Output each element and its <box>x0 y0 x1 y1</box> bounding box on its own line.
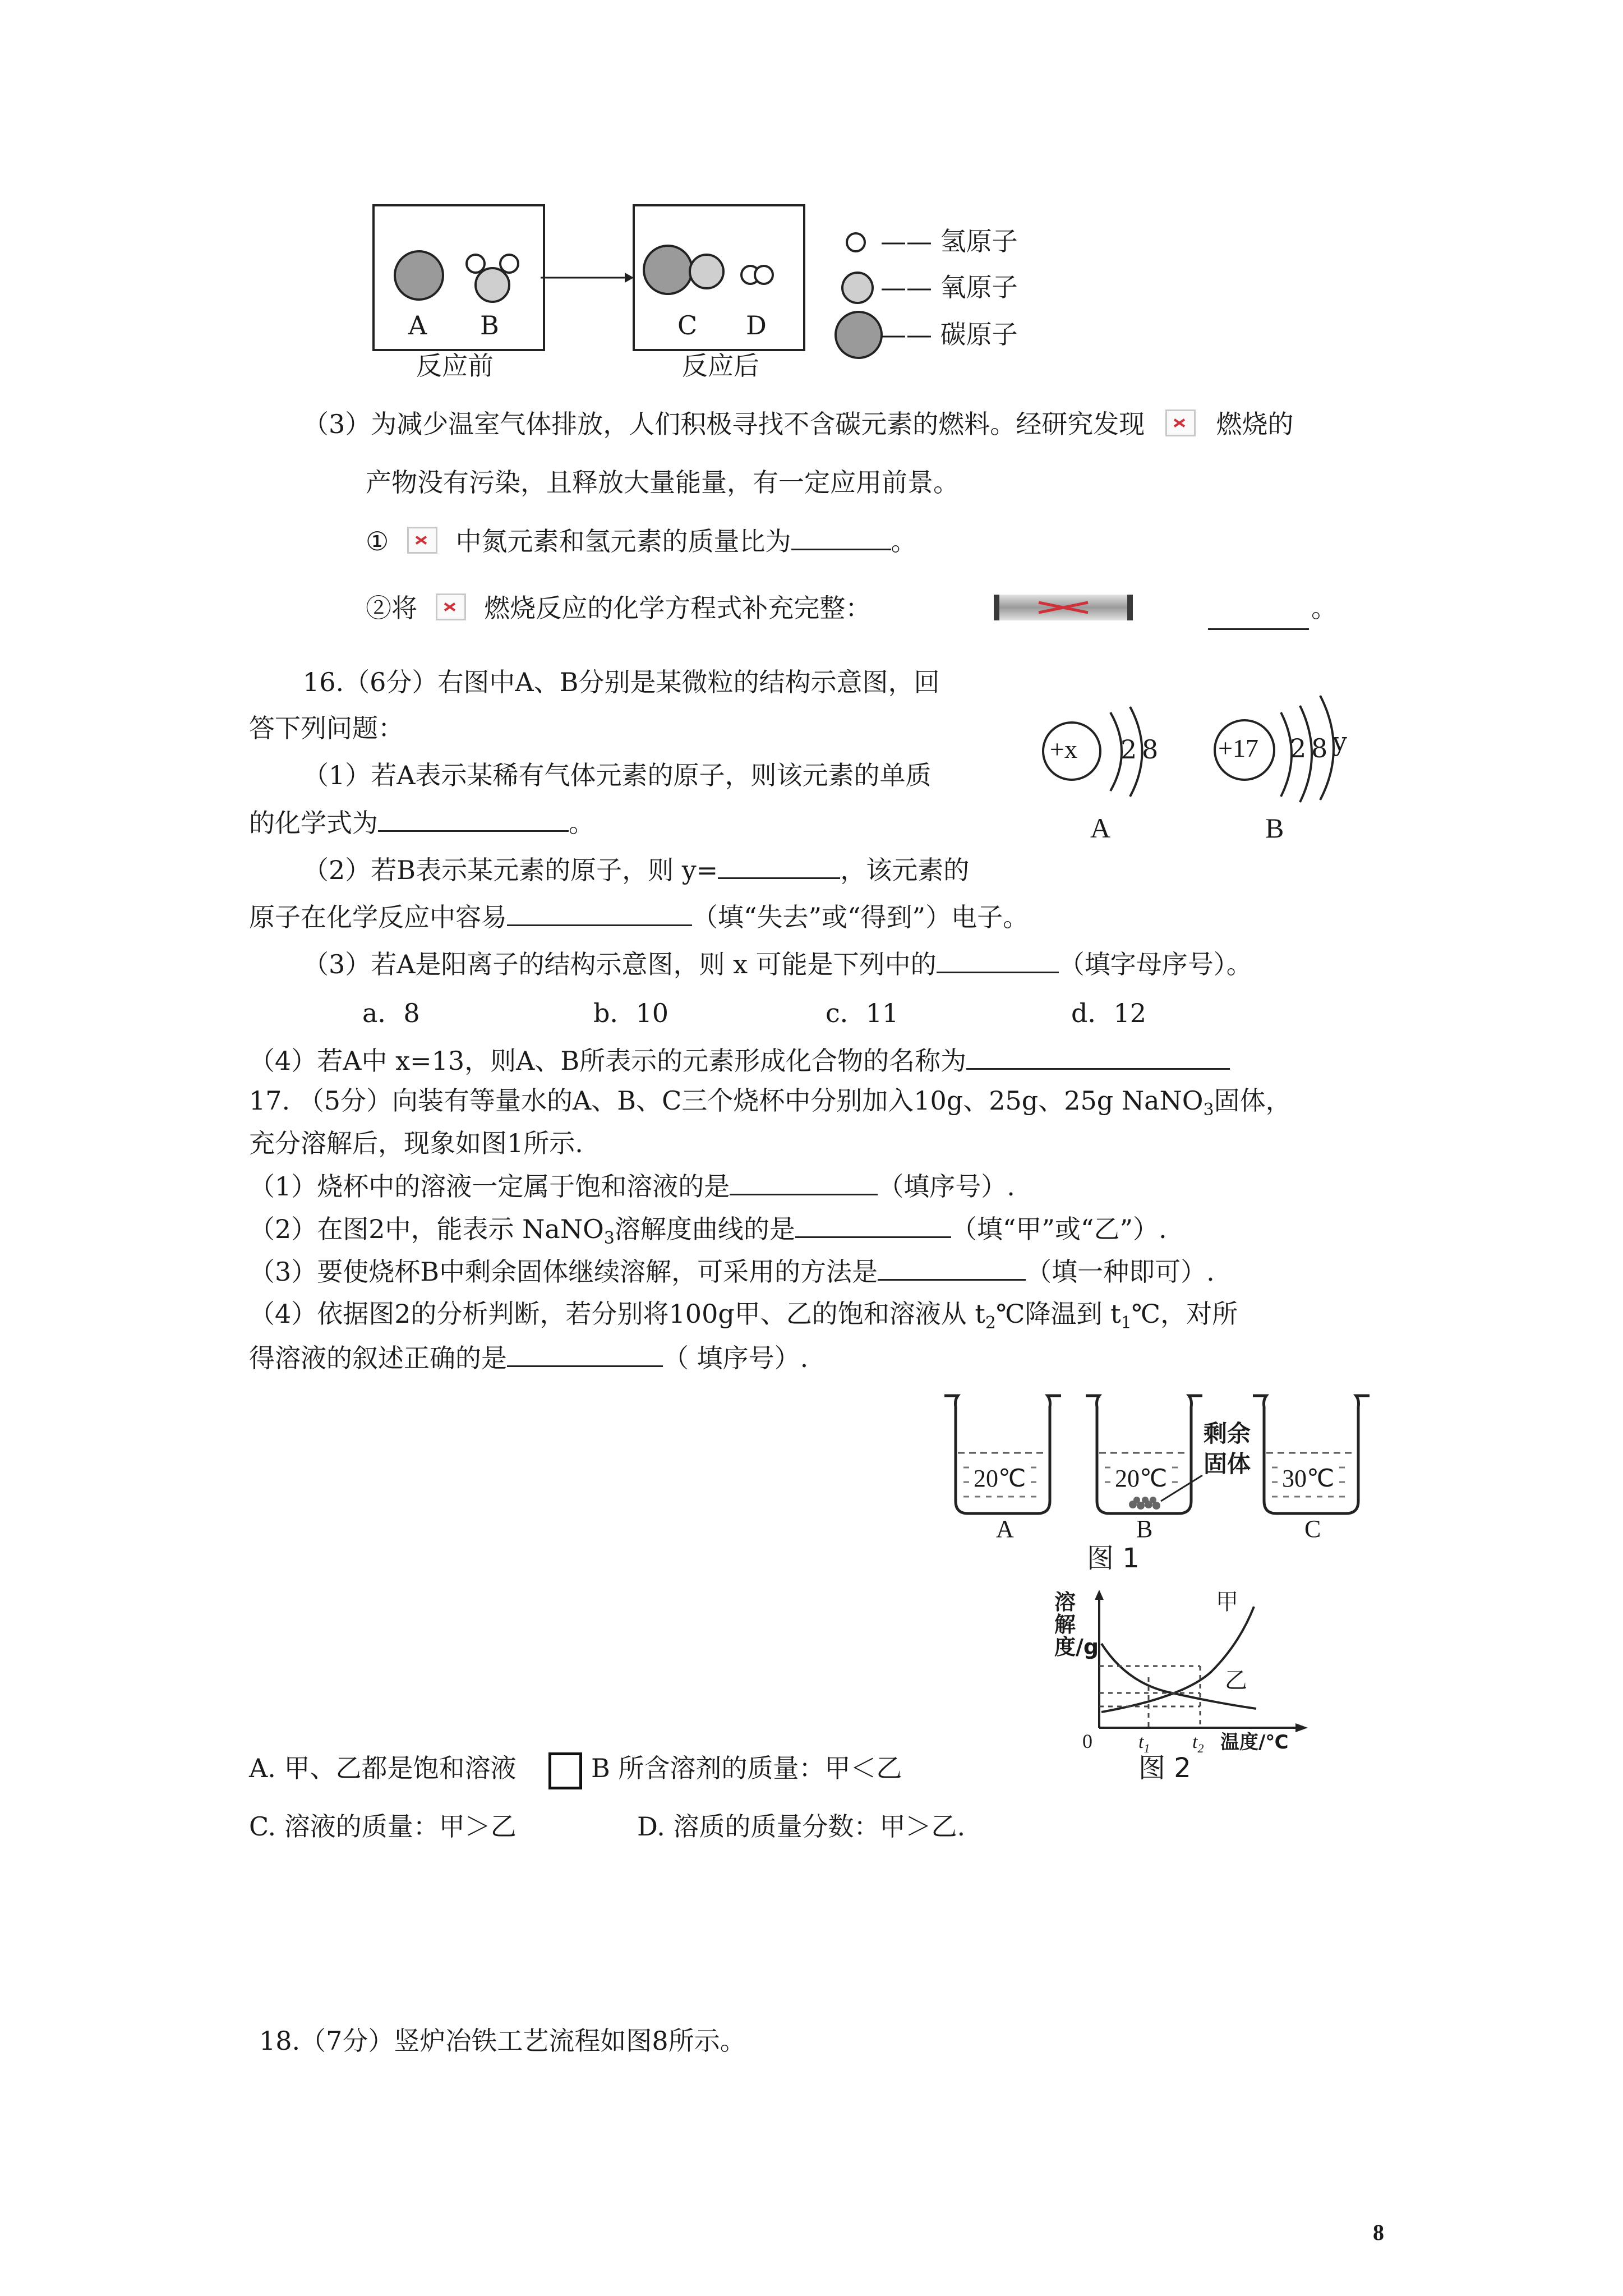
carbon-atom-icon <box>643 245 693 295</box>
beaker-c-label: C <box>1304 1515 1321 1543</box>
beaker-b-label: B <box>1136 1515 1153 1543</box>
q17-option-a: A. 甲、乙都是饱和溶液 <box>249 1753 517 1783</box>
equation-image <box>994 595 1133 620</box>
q16-line2: 答下列问题： <box>249 713 404 743</box>
q17-p3: （3）要使烧杯B中剩余固体继续溶解，可采用的方法是 （填一种即可）. <box>249 1254 1215 1289</box>
q15-p3-line2: 产物没有污染，且释放大量能量，有一定应用前景。 <box>366 467 959 498</box>
answer-blank[interactable] <box>507 1341 663 1367</box>
broken-image-icon <box>1165 409 1196 436</box>
ylabel-solubility: 溶解度/g <box>1054 1590 1099 1659</box>
after-caption: 反应后 <box>682 351 759 381</box>
q15-p3-sub2: ②将 燃烧反应的化学方程式补充完整： <box>366 593 872 623</box>
beaker-a-temp: 20℃ <box>974 1465 1026 1492</box>
legend-hydrogen-label: —— 氢原子 <box>880 226 1018 256</box>
residue-label-line1: 剩余 <box>1204 1417 1251 1451</box>
shell-b-3: y <box>1332 726 1347 757</box>
answer-blank[interactable] <box>730 1169 878 1195</box>
q17-line1: 17. （5分）向装有等量水的A、B、C三个烧杯中分别加入10g、25g、25g NaNO$_3$固体， <box>249 1085 1292 1120</box>
legend-hydrogen-icon <box>846 232 866 252</box>
legend-oxygen-label: —— 氧原子 <box>880 272 1018 302</box>
label-b: B <box>480 310 499 341</box>
q16-option-a: a．8 <box>362 998 420 1028</box>
q16-option-c: c．11 <box>826 998 899 1028</box>
atom-a-label: A <box>1090 812 1111 844</box>
oxygen-atom-icon <box>689 254 725 289</box>
nucleus-a-label: +x <box>1050 735 1077 763</box>
q16-p2-line1: （2）若B表示某元素的原子，则 y= ，该元素的 <box>303 853 969 887</box>
q16-line1: 16.（6分）右图中A、B分别是某微粒的结构示意图，回 <box>303 667 940 697</box>
beaker-a-label: A <box>996 1515 1014 1543</box>
beaker-a-icon <box>941 1391 1064 1520</box>
q17-p2: （2）在图2中，能表示 NaNO$_3$溶解度曲线的是 （填“甲”或“乙”）. <box>249 1212 1167 1255</box>
shell-a-1: 2 <box>1121 734 1137 765</box>
shell-a-2: 8 <box>1142 734 1159 765</box>
beaker-b-temp: 20℃ <box>1115 1465 1168 1492</box>
answer-blank[interactable] <box>791 524 891 550</box>
q16-option-d: d．12 <box>1071 998 1146 1028</box>
shell-b-1: 2 <box>1290 733 1307 763</box>
t2-label: $t_2$ <box>1192 1732 1204 1755</box>
broken-image-icon <box>999 595 1127 620</box>
q17-line2: 充分溶解后，现象如图1所示. <box>249 1128 583 1158</box>
beaker-b-icon <box>1082 1391 1206 1520</box>
residue-label-line2: 固体 <box>1204 1447 1251 1481</box>
hydrogen-atom-icon <box>754 265 774 285</box>
answer-blank[interactable] <box>937 947 1059 973</box>
q16-p2-line2: 原子在化学反应中容易 （填“失去”或“得到”）电子。 <box>249 900 1029 934</box>
label-a: A <box>408 310 427 341</box>
q16-p1-line1: （1）若A表示某稀有气体元素的原子，则该元素的单质 <box>303 760 932 790</box>
q17-p4-line1: （4）依据图2的分析判断，若分别将100g甲、乙的饱和溶液从 $t_2℃$降温到 $t_1℃$，对所 <box>249 1299 1238 1333</box>
q17-p1: （1）烧杯中的溶液一定属于饱和溶液的是 （填序号）. <box>249 1169 1015 1203</box>
answer-blank[interactable] <box>507 900 692 926</box>
legend-carbon-icon <box>834 311 883 359</box>
answer-blank[interactable] <box>878 1254 1026 1281</box>
atom-b-label: B <box>1265 812 1284 844</box>
q16-p4: （4）若A中 x=13，则A、B所表示的元素形成化合物的名称为 <box>249 1043 1230 1078</box>
q17-option-d: D. 溶质的质量分数：甲＞乙. <box>637 1811 966 1842</box>
label-c: C <box>677 310 698 341</box>
q16-p1-line2: 的化学式为 。 <box>249 806 594 840</box>
answer-blank[interactable] <box>795 1212 951 1238</box>
q17-option-c: C. 溶液的质量：甲＞乙 <box>249 1811 517 1842</box>
checkbox-box[interactable] <box>548 1752 582 1789</box>
before-caption: 反应前 <box>416 351 494 381</box>
hydrogen-atom-icon <box>499 254 519 274</box>
xlabel-temperature: 温度/℃ <box>1220 1731 1289 1754</box>
q15-p3-sub1: ① 中氮元素和氢元素的质量比为 。 <box>366 524 917 558</box>
q18-line1: 18.（7分）竖炉冶铁工艺流程如图8所示。 <box>259 2026 746 2056</box>
hydrogen-atom-icon <box>465 254 486 274</box>
arrow-icon <box>541 269 634 286</box>
q15-p3-line1: （3）为减少温室气体排放，人们积极寻找不含碳元素的燃料。经研究发现 燃烧的 <box>303 409 1294 439</box>
figure-2-caption: 图 2 <box>1138 1752 1191 1784</box>
curve-jia-label: 甲 <box>1216 1589 1238 1615</box>
t1-label: $t_1$ <box>1138 1732 1150 1755</box>
beaker-c-icon <box>1249 1391 1373 1520</box>
label-d: D <box>746 310 767 341</box>
q16-option-b: b．10 <box>593 998 668 1028</box>
legend-carbon-label: —— 碳原子 <box>880 319 1018 349</box>
broken-image-icon <box>436 593 466 620</box>
equation-blank[interactable] <box>1208 604 1309 630</box>
answer-blank[interactable] <box>966 1043 1230 1070</box>
beaker-c-temp: 30℃ <box>1282 1465 1335 1492</box>
answer-blank[interactable] <box>378 806 569 832</box>
broken-image-icon <box>407 527 437 554</box>
carbon-atom-icon <box>394 250 444 301</box>
shell-b-2: 8 <box>1311 733 1328 763</box>
q17-p4-line2: 得溶液的叙述正确的是 （ 填序号）. <box>249 1341 808 1375</box>
q17-option-b: B 所含溶剂的质量：甲＜乙 <box>591 1753 902 1783</box>
legend-oxygen-icon <box>841 272 874 304</box>
q15-p3-sub2-end: 。 <box>1311 593 1337 623</box>
page-number: 8 <box>1373 2220 1384 2245</box>
figure-1-caption: 图 1 <box>1087 1543 1140 1574</box>
nucleus-b-label: +17 <box>1218 734 1258 762</box>
q16-p3: （3）若A是阳离子的结构示意图，则 x 可能是下列中的 （填字母序号）。 <box>303 947 1252 981</box>
curve-yi-label: 乙 <box>1225 1668 1247 1694</box>
origin-label: 0 <box>1082 1730 1092 1752</box>
answer-blank[interactable] <box>718 853 840 879</box>
